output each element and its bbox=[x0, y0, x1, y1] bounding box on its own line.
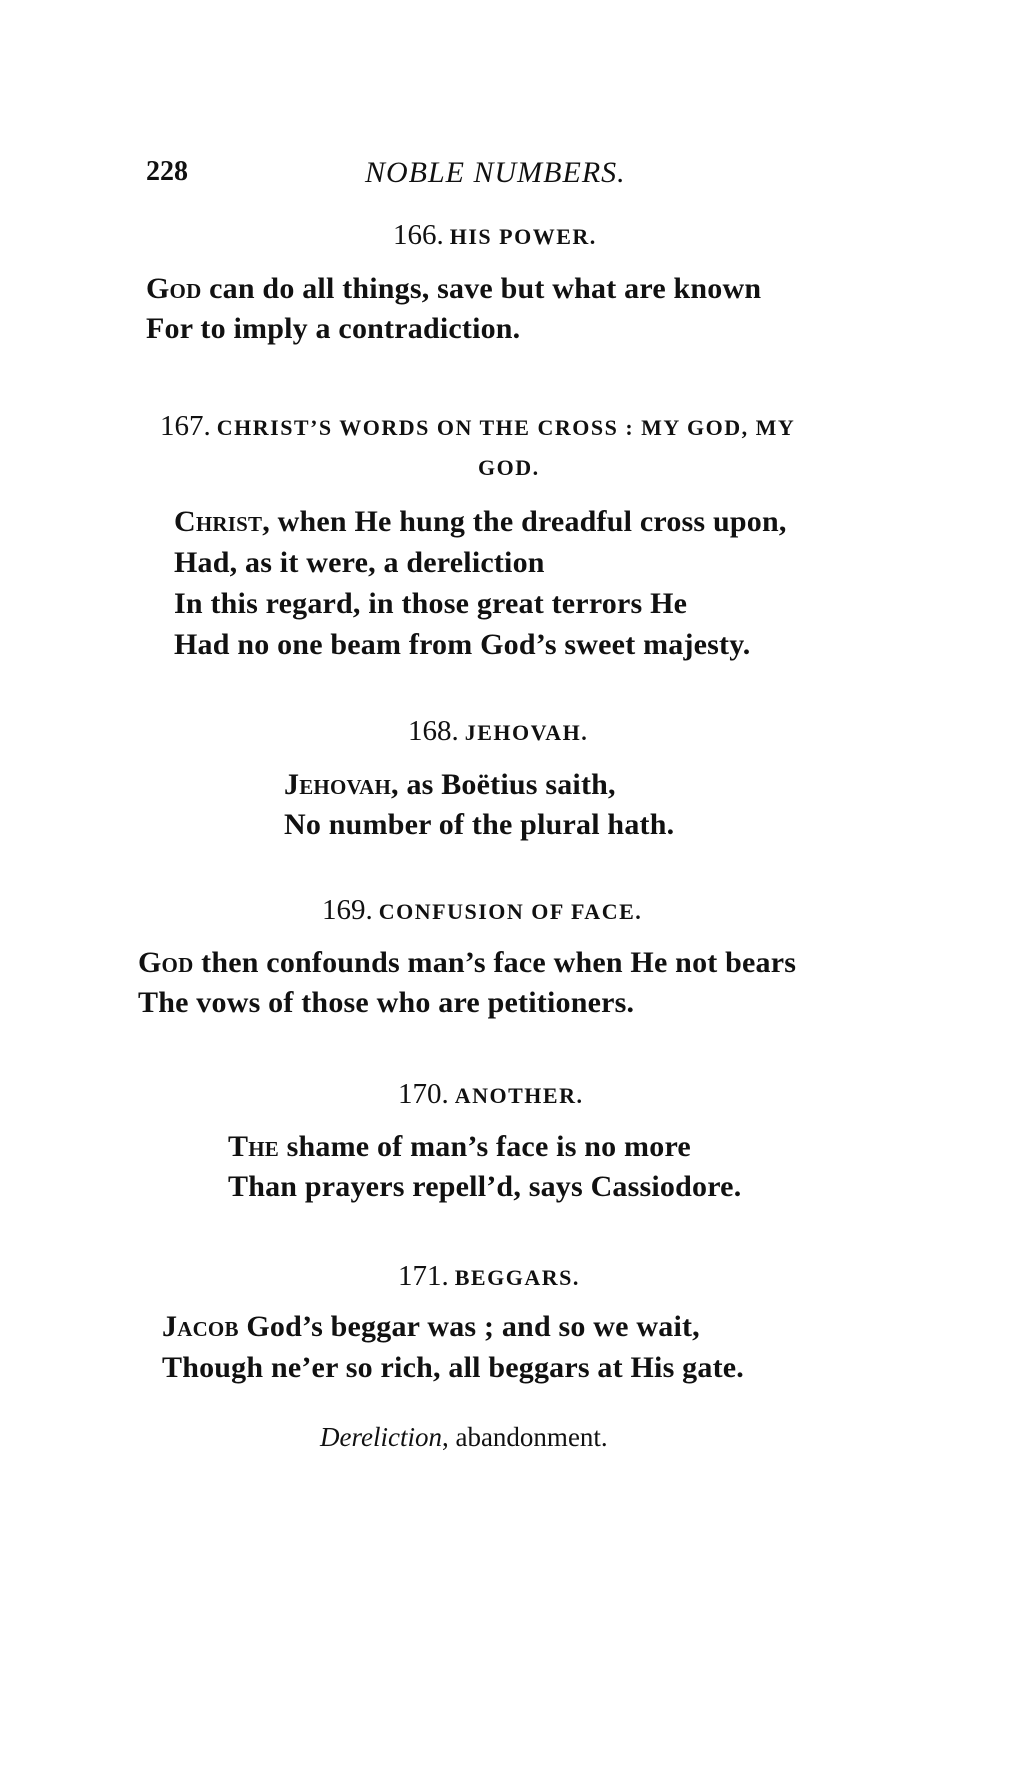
line-text: Had, as it were, a dereliction bbox=[174, 546, 545, 579]
line-text: In this regard, in those great terrors He bbox=[174, 587, 688, 620]
poem-title-text: CHRIST’S WORDS ON THE CROSS : MY GOD, MY bbox=[216, 415, 796, 440]
poem-171-line-2 bbox=[162, 1351, 744, 1385]
line-text: then confounds man’s face when He not bears bbox=[193, 946, 797, 979]
line-text: can do all things, save but what are known bbox=[201, 272, 762, 305]
poem-166-line-2 bbox=[146, 312, 520, 346]
poem-167-line-3 bbox=[174, 587, 687, 621]
poem-number: 170. bbox=[398, 1078, 449, 1110]
poem-169-line-2 bbox=[138, 986, 634, 1020]
poem-168-line-1 bbox=[284, 768, 616, 802]
poem-168-title bbox=[408, 715, 588, 748]
poem-171-title bbox=[398, 1260, 580, 1293]
poem-number: 167. bbox=[160, 410, 211, 442]
poem-number: 169. bbox=[322, 894, 373, 926]
poem-166-line-1 bbox=[146, 272, 761, 306]
footnote bbox=[320, 1422, 608, 1453]
running-title: NOBLE NUMBERS. bbox=[365, 156, 626, 189]
poem-title-text: CONFUSION OF FACE. bbox=[378, 899, 643, 924]
poem-167-line-4 bbox=[174, 628, 751, 662]
line-lead: Jehovah bbox=[284, 768, 392, 801]
poem-title-text: ANOTHER. bbox=[454, 1083, 584, 1108]
poem-number: 168. bbox=[408, 715, 459, 747]
line-lead: God bbox=[146, 272, 202, 305]
poem-171-line-1 bbox=[162, 1310, 700, 1344]
poem-title-text: HIS POWER. bbox=[449, 224, 597, 249]
poem-169-line-1 bbox=[138, 946, 796, 980]
line-text: Than prayers repell’d, says Cassiodore. bbox=[228, 1170, 742, 1203]
line-text: shame of man’s face is no more bbox=[278, 1130, 691, 1163]
line-text: No number of the plural hath. bbox=[284, 808, 675, 841]
poem-170-title bbox=[398, 1078, 584, 1111]
line-text: Though ne’er so rich, all beggars at His gate. bbox=[162, 1351, 744, 1384]
poem-167-line-2 bbox=[174, 546, 545, 580]
line-text: , when He hung the dreadful cross upon, bbox=[262, 505, 787, 538]
footnote-term: Dereliction bbox=[320, 1422, 442, 1452]
line-lead: Jacob bbox=[162, 1310, 239, 1343]
line-text: , as Boëtius saith, bbox=[391, 768, 616, 801]
poem-167-title-cont: GOD. bbox=[478, 455, 540, 480]
line-lead: Christ bbox=[174, 505, 263, 538]
poem-170-line-2 bbox=[228, 1170, 741, 1204]
line-lead: The bbox=[228, 1130, 279, 1163]
poem-number: 171. bbox=[398, 1260, 449, 1292]
line-text: The vows of those who are petitioners. bbox=[138, 986, 635, 1019]
poem-title-text: BEGGARS. bbox=[454, 1265, 580, 1290]
poem-169-title bbox=[322, 894, 642, 927]
poem-number: 166. bbox=[393, 219, 444, 251]
line-text: Had no one beam from God’s sweet majesty. bbox=[174, 628, 751, 661]
poem-title-text: JEHOVAH. bbox=[464, 720, 589, 745]
line-text: God’s beggar was ; and so we wait, bbox=[238, 1310, 700, 1343]
poem-168-line-2 bbox=[284, 808, 674, 842]
poem-167-line-1 bbox=[174, 505, 787, 539]
line-lead: God bbox=[138, 946, 194, 979]
poem-167-title bbox=[160, 410, 795, 443]
footnote-definition: , abandonment. bbox=[441, 1422, 608, 1452]
poem-166-title bbox=[393, 219, 597, 252]
poem-170-line-1 bbox=[228, 1130, 691, 1164]
line-text: For to imply a contradiction. bbox=[146, 312, 521, 345]
page-number: 228 bbox=[146, 156, 188, 187]
